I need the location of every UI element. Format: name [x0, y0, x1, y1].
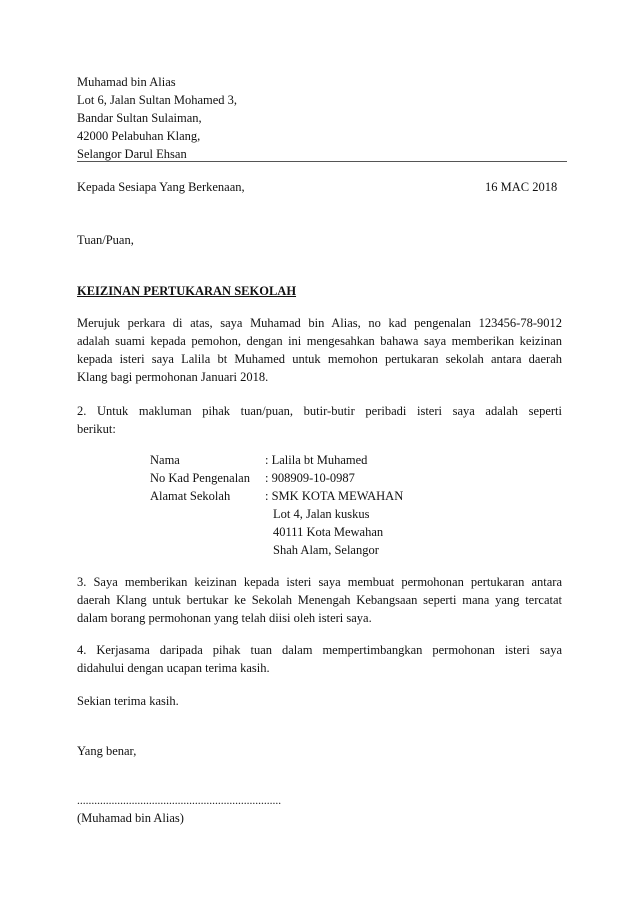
- detail-value-school: : SMK KOTA MEWAHAN: [265, 489, 404, 503]
- subject-heading: KEIZINAN PERTUKARAN SEKOLAH: [77, 284, 297, 298]
- sign-off: Yang benar,: [77, 744, 137, 758]
- letter-date: 16 MAC 2018: [485, 180, 558, 194]
- para2-line-2: berikut:: [77, 422, 116, 436]
- para1-line-1: Merujuk perkara di atas, saya Muhamad bin Alias, no kad pengenalan 123456-78-9012: [77, 316, 562, 330]
- school-address-line-2: 40111 Kota Mewahan: [273, 525, 384, 539]
- para3-line-2: daerah Klang untuk bertukar ke Sekolah Menengah Kebangsaan seperti mana yang tercatat: [77, 593, 562, 607]
- sender-address-line-1: Lot 6, Jalan Sultan Mohamed 3,: [77, 93, 238, 107]
- signature-line: .......................................................................: [77, 795, 282, 807]
- sender-address-line-2: Bandar Sultan Sulaiman,: [77, 111, 202, 125]
- school-address-line-1: Lot 4, Jalan kuskus: [273, 507, 370, 521]
- detail-value-name: : Lalila bt Muhamed: [265, 453, 368, 467]
- detail-label-name: Nama: [150, 453, 180, 467]
- recipient: Kepada Sesiapa Yang Berkenaan,: [77, 180, 245, 194]
- para1-line-4: Klang bagi permohonan Januari 2018.: [77, 370, 269, 384]
- para4-line-1: 4. Kerjasama daripada pihak tuan dalam mempertimbangkan permohonan isteri saya: [77, 643, 562, 657]
- signature-name: (Muhamad bin Alias): [77, 811, 184, 825]
- sender-address-line-3: 42000 Pelabuhan Klang,: [77, 129, 201, 143]
- detail-label-ic: No Kad Pengenalan: [150, 471, 250, 485]
- para2-line-1: 2. Untuk makluman pihak tuan/puan, butir-butir peribadi isteri saya adalah seperti: [77, 404, 562, 418]
- para1-line-2: adalah suami kepada pemohon, dengan ini mengesahkan bahawa saya memberikan keizinan: [77, 334, 562, 348]
- para3-line-1: 3. Saya memberikan keizinan kepada isteri saya membuat permohonan pertukaran antara: [77, 575, 562, 589]
- sender-address-line-4: Selangor Darul Ehsan: [77, 147, 187, 161]
- para4-line-2: didahului dengan ucapan terima kasih.: [77, 661, 270, 675]
- sender-name: Muhamad bin Alias: [77, 75, 176, 89]
- school-address-line-3: Shah Alam, Selangor: [273, 543, 379, 557]
- para3-line-3: dalam borang permohonan yang telah diisi oleh isteri saya.: [77, 611, 372, 625]
- header-divider: [77, 161, 567, 162]
- salutation: Tuan/Puan,: [77, 233, 134, 247]
- detail-label-school: Alamat Sekolah: [150, 489, 231, 503]
- detail-value-ic: : 908909-10-0987: [265, 471, 355, 485]
- closing: Sekian terima kasih.: [77, 694, 179, 708]
- para1-line-3: kepada isteri saya Lalila bt Muhamed untuk memohon pertukaran sekolah antara daerah: [77, 352, 562, 366]
